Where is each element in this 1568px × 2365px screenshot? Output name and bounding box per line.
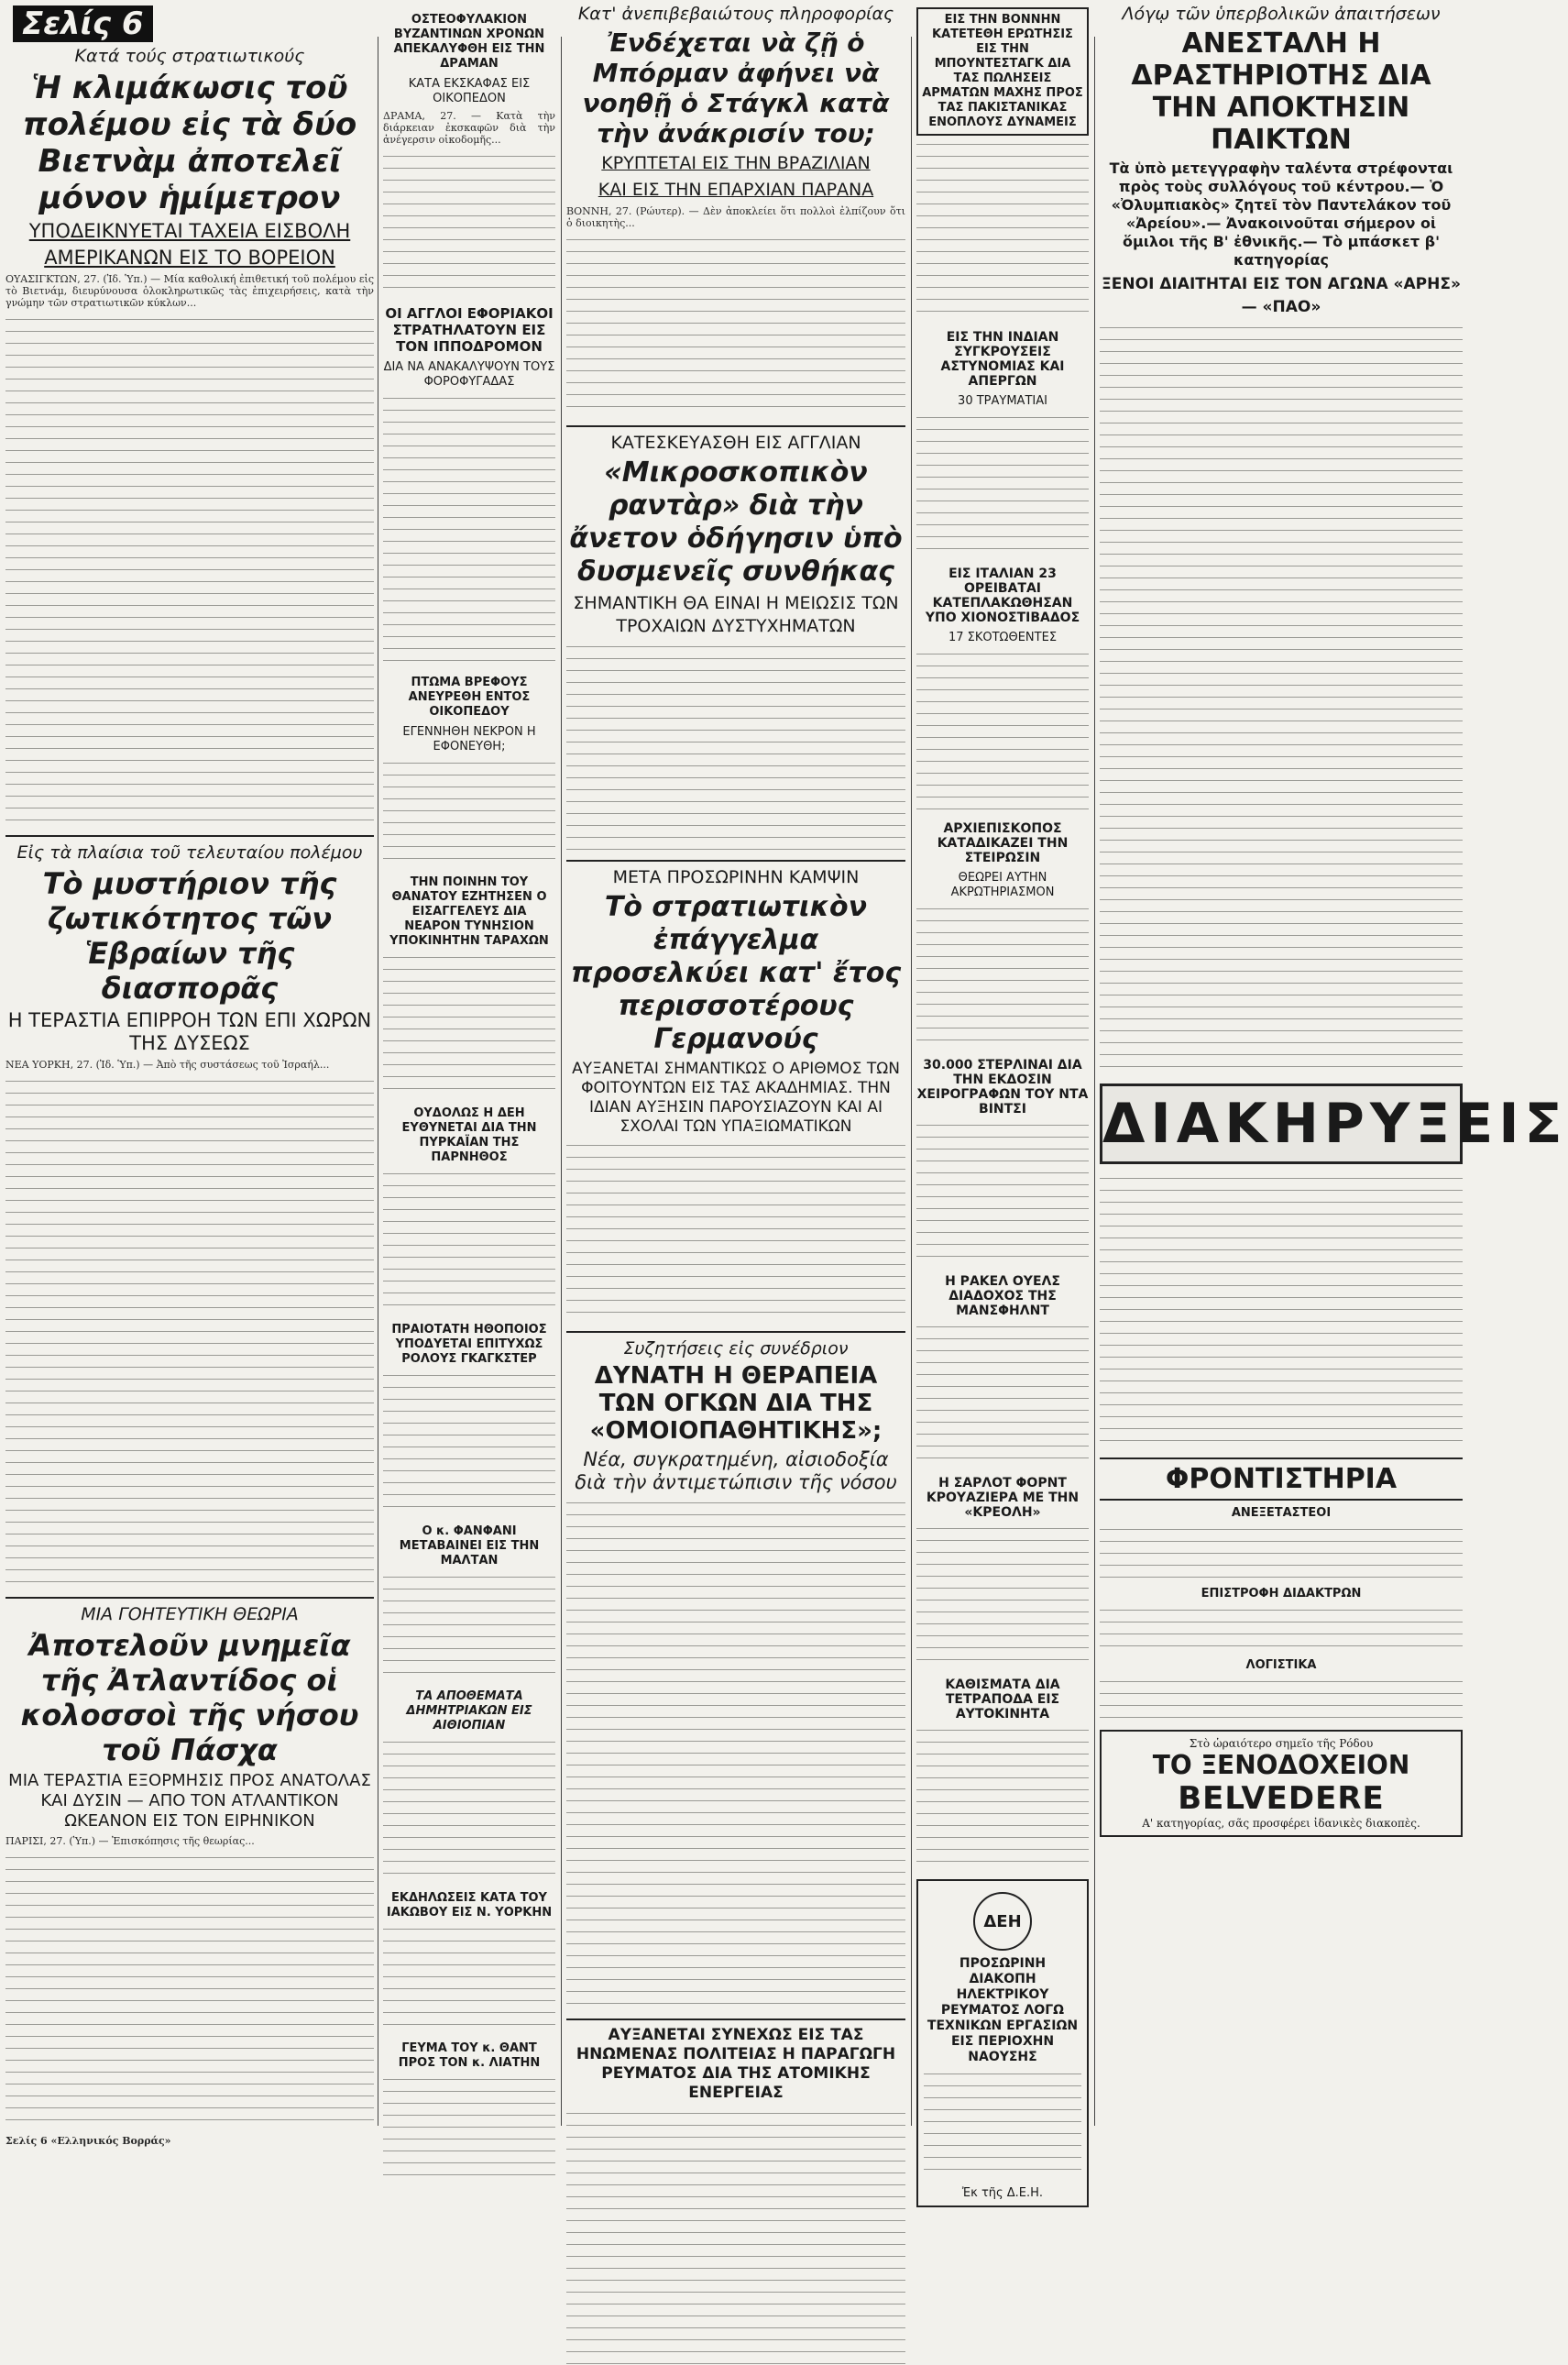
- col5-lead: Τὰ ὑπὸ μετεγγραφὴν ταλέντα στρέφονται πρὸς τοὺς συλλόγους τοῦ κέντρου.— Ὁ «Ὀλυμπιακὸς» ζητεῖ τὸν Παντελάκον τοῦ «Ἀρείου».— Ἀνακοινοῦται σήμερον οἱ ὅμιλοι τῆς Β' ἐθνικῆς.— Τὸ μπάσκετ β' κατηγορίας: [1109, 160, 1453, 269]
- col4-text-2: [916, 412, 1089, 559]
- col1-lead2: ΝΕΑ ΥΟΡΚΗ, 27. (Ἰδ. Ὑπ.) — Ἀπὸ τῆς συστάσεως τοῦ Ἰσραήλ...: [5, 1059, 330, 1071]
- col4-h6: Η ΡΑΚΕΛ ΟΥΕΛΣ ΔΙΑΔΟΧΟΣ ΤΗΣ ΜΑΝΣΦΗΛΝΤ: [945, 1274, 1060, 1318]
- col2-text-3: [383, 758, 555, 868]
- col4-h2b: 30 ΤΡΑΥΜΑΤΙΑΙ: [958, 394, 1047, 408]
- col3-lead: ΒΟΝΝΗ, 27. (Ρώυτερ). — Δὲν ἀποκλείει ὅτι πολλοὶ ἐλπίζουν ὅτι ὁ διοικητὴς...: [566, 205, 905, 229]
- column-rule: [561, 37, 562, 2126]
- col2-h2b: ΔΙΑ ΝΑ ΑΝΑΚΑΛΥΨΟΥΝ ΤΟΥΣ ΦΟΡΟΦΥΓΑΔΑΣ: [383, 360, 555, 389]
- divider: [5, 835, 374, 837]
- col3-text-2: [566, 642, 905, 852]
- col4-h3: ΕΙΣ ΙΤΑΛΙΑΝ 23 ΟΡΕΙΒΑΤΑΙ ΚΑΤΕΠΛΑΚΩΘΗΣΑΝ ΥΠΟ ΧΙΟΝΟΣΤΙΒΑΔΟΣ: [925, 566, 1080, 625]
- dei-ad-title: ΠΡΟΣΩΡΙΝΗ ΔΙΑΚΟΠΗ ΗΛΕΚΤΡΙΚΟΥ ΡΕΥΜΑΤΟΣ ΛΟΓΩ ΤΕΧΝΙΚΩΝ ΕΡΓΑΣΙΩΝ ΕΙΣ ΠΕΡΙΟΧΗΝ ΝΑΟΥΣΗΣ: [927, 1956, 1079, 2064]
- col3-headline: Ἐνδέχεται νὰ ζῇ ὁ Μπόρμαν ἀφήνει νὰ νοηθῇ ὁ Στάγκλ κατὰ τὴν ἀνάκρισίν του;: [582, 28, 890, 148]
- col3-kicker3: ΜΕΤΑ ΠΡΟΣΩΡΙΝΗΝ ΚΑΜΨΙΝ: [612, 867, 860, 887]
- divider: [566, 860, 905, 862]
- col4-h4b: ΘΕΩΡΕΙ ΑΥΤΗΝ ΑΚΡΩΤΗΡΙΑΣΜΟΝ: [950, 871, 1055, 899]
- col4-h7: Η ΣΑΡΛΟΤ ΦΟΡΝΤ ΚΡΟΥΑΖΙΕΡΑ ΜΕ ΤΗΝ «ΚΡΕΟΛΗ»: [926, 1476, 1080, 1520]
- dei-notice-ad: [916, 1879, 1089, 2207]
- col2-h5: ΟΥΔΟΛΩΣ Η ΔΕΗ ΕΥΘΥΝΕΤΑΙ ΔΙΑ ΤΗΝ ΠΥΡΚΑΪΑΝ ΤΗΣ ΠΑΡΝΗΘΟΣ: [401, 1106, 537, 1164]
- dei-ad-text: [924, 2069, 1081, 2179]
- tutoring-h3: ΛΟΓΙΣΤΙΚΑ: [1245, 1658, 1317, 1672]
- column-5: [1100, 0, 1568, 2135]
- column-2: [383, 0, 555, 2135]
- col3-kicker: Κατ' ἀνεπιβεβαιώτους πληροφορίας: [577, 4, 894, 24]
- hotel-name-2: BELVEDERE: [1178, 1780, 1385, 1817]
- col3-headline2: «Μικροσκοπικὸν ραντὰρ» διὰ τὴν ἄνετον ὁδήγησιν ὑπὸ δυσμενεῖς συνθήκας: [569, 456, 903, 588]
- col3-kicker2: ΚΑΤΕΣΚΕΥΑΣΘΗ ΕΙΣ ΑΓΓΛΙΑΝ: [610, 433, 861, 453]
- divider: [566, 425, 905, 427]
- col5-sports-text: [1100, 323, 1463, 1074]
- divider: [566, 2018, 905, 2020]
- col2-h9: ΕΚΔΗΛΩΣΕΙΣ ΚΑΤΑ ΤΟΥ ΙΑΚΩΒΟΥ ΕΙΣ Ν. ΥΟΡΚΗΝ: [386, 1891, 553, 1920]
- column-rule: [1094, 37, 1095, 2126]
- tutoring-sub: ΑΝΕΞΕΤΑΣΤΕΟΙ: [1231, 1506, 1332, 1520]
- dei-logo: ΔΕΗ: [973, 1892, 1032, 1951]
- col2-h8: ΤΑ ΑΠΟΘΕΜΑΤΑ ΔΗΜΗΤΡΙΑΚΩΝ ΕΙΣ ΑΙΘΙΟΠΙΑΝ: [406, 1689, 532, 1732]
- divider: [566, 1331, 905, 1333]
- col1-sub2: ΑΜΕΡΙΚΑΝΩΝ ΕΙΣ ΤΟ ΒΟΡΕΙΟΝ: [44, 247, 335, 269]
- col1-sub4: ΜΙΑ ΤΕΡΑΣΤΙΑ ΕΞΟΡΜΗΣΙΣ ΠΡΟΣ ΑΝΑΤΟΛΑΣ ΚΑΙ ΔΥΣΙΝ — ΑΠΟ ΤΟΝ ΑΤΛΑΝΤΙΚΟΝ ΩΚΕΑΝΟΝ ΕΙΣ ΤΟΝ ΕΙΡΗΝΙΚΟΝ: [8, 1771, 371, 1831]
- col5-headline: ΑΝΕΣΤΑΛΗ Η ΔΡΑΣΤΗΡΙΟΤΗΣ ΔΙΑ ΤΗΝ ΑΠΟΚΤΗΣΙΝ ΠΑΙΚΤΩΝ: [1131, 28, 1431, 156]
- col2-text-7: [383, 1572, 555, 1682]
- tutoring-banner: ΦΡΟΝΤΙΣΤΗΡΙΑ: [1100, 1458, 1463, 1501]
- col4-text-5: [916, 1120, 1089, 1267]
- col3-kicker4: Συζητήσεις εἰς συνέδριον: [623, 1338, 849, 1358]
- col1-headline: Ἡ κλιμάκωσις τοῦ πολέμου εἰς τὰ δύο Βιετνὰμ ἀποτελεῖ μόνον ἡμίμετρον: [22, 70, 357, 216]
- col1-article3-text: [5, 1853, 374, 2128]
- divider: [5, 1597, 374, 1599]
- tutoring-h2: ΕΠΙΣΤΡΟΦΗ ΔΙΔΑΚΤΡΩΝ: [1201, 1587, 1362, 1600]
- col3-sub5: Νέα, συγκρατημένη, αἰσιοδοξία διὰ τὴν ἀντιμετώπισιν τῆς νόσου: [575, 1448, 897, 1493]
- col2-h7: Ο κ. ΦΑΝΦΑΝΙ ΜΕΤΑΒΑΙΝΕΙ ΕΙΣ ΤΗΝ ΜΑΛΤΑΝ: [399, 1524, 540, 1568]
- col4-h2: ΕΙΣ ΤΗΝ ΙΝΔΙΑΝ ΣΥΓΚΡΟΥΣΕΙΣ ΑΣΤΥΝΟΜΙΑΣ ΚΑΙ ΑΠΕΡΓΩΝ: [940, 330, 1065, 389]
- col3-text-4: [566, 1498, 905, 2011]
- col5-announcements-text: [1100, 1173, 1463, 1448]
- column-4: [916, 0, 1089, 2200]
- hotel-intro: Στὸ ὡραιότερο σημεῖο τῆς Ρόδου: [1189, 1737, 1374, 1750]
- col2-h4: ΤΗΝ ΠΟΙΝΗΝ ΤΟΥ ΘΑΝΑΤΟΥ ΕΖΗΤΗΣΕΝ Ο ΕΙΣΑΓΓΕΛΕΥΣ ΔΙΑ ΝΕΑΡΟΝ ΤΥΝΗΣΙΟΝ ΥΠΟΚΙΝΗΤΗΝ ΤΑΡΑΧΩΝ: [389, 875, 549, 948]
- col1-article-text: [5, 314, 374, 828]
- col4-h5: 30.000 ΣΤΕΡΛΙΝΑΙ ΔΙΑ ΤΗΝ ΕΚΔΟΣΙΝ ΧΕΙΡΟΓΡΑΦΩΝ ΤΟΥ ΝΤΑ ΒΙΝΤΣΙ: [916, 1058, 1089, 1116]
- col2-text-6: [383, 1370, 555, 1517]
- tutoring-text-1: [1100, 1524, 1463, 1579]
- col5-kicker: Λόγῳ τῶν ὑπερβολικῶν ἀπαιτήσεων: [1122, 4, 1441, 24]
- col3-headline3: Τὸ στρατιωτικὸν ἐπάγγελμα προσελκύει κατ' ἔτος περισσοτέρους Γερμανούς: [570, 891, 902, 1055]
- col2-text-10: [383, 2074, 555, 2184]
- col4-h3b: 17 ΣΚΟΤΩΘΕΝΤΕΣ: [948, 631, 1058, 644]
- col3-headline5: ΑΥΞΑΝΕΤΑΙ ΣΥΝΕΧΩΣ ΕΙΣ ΤΑΣ ΗΝΩΜΕΝΑΣ ΠΟΛΙΤΕΙΑΣ Η ΠΑΡΑΓΩΓΗ ΡΕΥΜΑΤΟΣ ΔΙΑ ΤΗΣ ΑΤΟΜΙΚΗΣ ΕΝΕΡΓΕΙΑΣ: [576, 2026, 896, 2102]
- col1-sub3: Η ΤΕΡΑΣΤΙΑ ΕΠΙΡΡΟΗ ΤΩΝ ΕΠΙ ΧΩΡΩΝ ΤΗΣ ΔΥΣΕΩΣ: [7, 1009, 372, 1054]
- col1-kicker2: Εἰς τὰ πλαίσια τοῦ τελευταίου πολέμου: [16, 842, 363, 863]
- col2-h1b: ΚΑΤΑ ΕΚΣΚΑΦΑΣ ΕΙΣ ΟΙΚΟΠΕΔΟΝ: [408, 77, 531, 105]
- tutoring-text-2: [1100, 1605, 1463, 1651]
- col2-h1: ΟΣΤΕΟΦΥΛΑΚΙΟΝ ΒΥΖΑΝΤΙΝΩΝ ΧΡΟΝΩΝ ΑΠΕΚΑΛΥΦΘΗ ΕΙΣ ΤΗΝ ΔΡΑΜΑΝ: [393, 13, 545, 71]
- col3-text-1: [566, 235, 905, 418]
- col3-sub1: ΚΡΥΠΤΕΤΑΙ ΕΙΣ ΤΗΝ ΒΡΑΖΙΛΙΑΝ: [601, 153, 871, 173]
- col2-text-2: [383, 393, 555, 668]
- col1-article2-text: [5, 1076, 374, 1590]
- col4-text-4: [916, 904, 1089, 1050]
- column-rule: [911, 37, 912, 2126]
- col2-h3: ΠΤΩΜΑ ΒΡΕΦΟΥΣ ΑΝΕΥΡΕΘΗ ΕΝΤΟΣ ΟΙΚΟΠΕΔΟΥ: [408, 676, 531, 719]
- col4-text-3: [916, 649, 1089, 814]
- col1-headline3: Ἀποτελοῦν μνημεῖα τῆς Ἀτλαντίδος οἱ κολοσσοὶ τῆς νήσου τοῦ Πάσχα: [20, 1628, 359, 1767]
- col1-lead: ΟΥΑΣΙΓΚΤΩΝ, 27. (Ἰδ. Ὑπ.) — Μία καθολική ἐπιθετική τοῦ πολέμου εἰς τὸ Βιετνάμ, διευρύνουσα ὁλοκληρωτικῶς τὰς ἐπιχειρήσεις, κατὰ τὴν γνώμην τῶν στρατιωτικῶν κύκλων...: [5, 273, 374, 309]
- col2-text-8: [383, 1737, 555, 1884]
- col4-h1: ΕΙΣ ΤΗΝ ΒΟΝΝΗΝ ΚΑΤΕΤΕΘΗ ΕΡΩΤΗΣΙΣ ΕΙΣ ΤΗΝ ΜΠΟΥΝΤΕΣΤΑΓΚ ΔΙΑ ΤΑΣ ΠΩΛΗΣΕΙΣ ΑΡΜΑΤΩΝ ΜΑΧΗΣ ΠΡΟΣ ΤΑΣ ΠΑΚΙΣΤΑΝΙΚΑΣ ΕΝΟΠΛΟΥΣ ΔΥΝΑΜΕΙΣ: [916, 7, 1089, 136]
- col1-sub1: ΥΠΟΔΕΙΚΝΥΕΤΑΙ ΤΑΧΕΙΑ ΕΙΣΒΟΛΗ: [28, 220, 351, 242]
- col2-text-5: [383, 1169, 555, 1315]
- col4-text-6: [916, 1322, 1089, 1468]
- col2-h10: ΓΕΥΜΑ ΤΟΥ κ. ΘΑΝΤ ΠΡΟΣ ΤΟΝ κ. ΛΙΑΤΗΝ: [398, 2041, 541, 2070]
- col3-sub3: ΣΗΜΑΝΤΙΚΗ ΘΑ ΕΙΝΑΙ Η ΜΕΙΩΣΙΣ ΤΩΝ ΤΡΟΧΑΙΩΝ ΔΥΣΤΥΧΗΜΑΤΩΝ: [573, 593, 899, 636]
- col3-sub2: ΚΑΙ ΕΙΣ ΤΗΝ ΕΠΑΡΧΙΑΝ ΠΑΡΑΝΑ: [598, 180, 874, 200]
- col3-headline4: ΔΥΝΑΤΗ Η ΘΕΡΑΠΕΙΑ ΤΩΝ ΟΓΚΩΝ ΔΙΑ ΤΗΣ «ΟΜΟΙΟΠΑΘΗΤΙΚΗΣ»;: [589, 1362, 883, 1445]
- page-footer: Σελίς 6 «Ελληνικός Βορράς»: [5, 2135, 171, 2147]
- col3-text-3: [566, 1140, 905, 1324]
- col2-text-9: [383, 1924, 555, 2034]
- announcements-banner: ΔΙΑΚΗΡΥΞΕΙΣ: [1100, 1084, 1463, 1164]
- col4-text-7: [916, 1524, 1089, 1670]
- col1-kicker: Κατά τούς στρατιωτικούς: [74, 46, 305, 66]
- col1-lead3: ΠΑΡΙΣΙ, 27. (Ὑπ.) — Ἐπισκόπησις τῆς θεωρίας...: [5, 1835, 255, 1847]
- col2-text-1: [383, 151, 555, 298]
- col2-h6: ΠΡΑΙΟΤΑΤΗ ΗΘΟΠΟΙΟΣ ΥΠΟΔΥΕΤΑΙ ΕΠΙΤΥΧΩΣ ΡΟΛΟΥΣ ΓΚΑΓΚΣΤΕΡ: [391, 1323, 547, 1366]
- col2-text-4: [383, 952, 555, 1099]
- col1-kicker3: ΜΙΑ ΓΟΗΤΕΥΤΙΚΗ ΘΕΩΡΙΑ: [81, 1604, 299, 1624]
- col5-subhead: ΞΕΝΟΙ ΔΙΑΙΤΗΤΑΙ ΕΙΣ ΤΟΝ ΑΓΩΝΑ «ΑΡΗΣ» — «ΠΑΟ»: [1102, 275, 1461, 316]
- hotel-ad: [1100, 1730, 1463, 1837]
- col2-h3b: ΕΓΕΝΝΗΘΗ ΝΕΚΡΟΝ Η ΕΦΟΝΕΥΘΗ;: [402, 725, 536, 754]
- dei-ad-note: Ἐκ τῆς Δ.Ε.Η.: [961, 2186, 1044, 2200]
- col4-text-8: [916, 1725, 1089, 1872]
- hotel-name-1: ΤΟ ΞΕΝΟΔΟΧΕΙΟΝ: [1152, 1750, 1410, 1780]
- tutoring-text-3: [1100, 1677, 1463, 1722]
- col2-h2: ΟΙ ΑΓΓΛΟΙ ΕΦΟΡΙΑΚΟΙ ΣΤΡΑΤΗΛΑΤΟΥΝ ΕΙΣ ΤΟΝ ΙΠΠΟΔΡΟΜΟΝ: [385, 305, 554, 355]
- col2-lead1: ΔΡΑΜΑ, 27. — Κατὰ τὴν διάρκειαν ἐκσκαφῶν διὰ τὴν ἀνέγερσιν οἰκοδομῆς...: [383, 110, 555, 146]
- col4-h4: ΑΡΧΙΕΠΙΣΚΟΠΟΣ ΚΑΤΑΔΙΚΑΖΕΙ ΤΗΝ ΣΤΕΙΡΩΣΙΝ: [937, 821, 1069, 865]
- col3-sub4: ΑΥΞΑΝΕΤΑΙ ΣΗΜΑΝΤΙΚΩΣ Ο ΑΡΙΘΜΟΣ ΤΩΝ ΦΟΙΤΟΥΝΤΩΝ ΕΙΣ ΤΑΣ ΑΚΑΔΗΜΙΑΣ. ΤΗΝ ΙΔΙΑΝ ΑΥΞΗΣΙΝ ΠΑΡΟΥΣΙΑΖΟΥΝ ΚΑΙ ΑΙ ΣΧΟΛΑΙ ΤΩΝ ΥΠΑΞΙΩΜΑΤΙΚΩΝ: [572, 1060, 900, 1136]
- column-1: [5, 0, 374, 2147]
- col4-h8: ΚΑΘΙΣΜΑΤΑ ΔΙΑ ΤΕΤΡΑΠΟΔΑ ΕΙΣ ΑΥΤΟΚΙΝΗΤΑ: [945, 1678, 1060, 1722]
- page-number-badge: Σελίς 6: [13, 6, 153, 42]
- col4-text-1: [916, 139, 1089, 323]
- hotel-note: Α' κατηγορίας, σᾶς προσφέρει ἰδανικὲς διακοπὲς.: [1142, 1817, 1420, 1830]
- column-3: [566, 0, 905, 2135]
- col3-text-5: [566, 2108, 905, 2365]
- col1-headline2: Τὸ μυστήριον τῆς ζωτικότητος τῶν Ἑβραίων τῆς διασπορᾶς: [42, 866, 337, 1006]
